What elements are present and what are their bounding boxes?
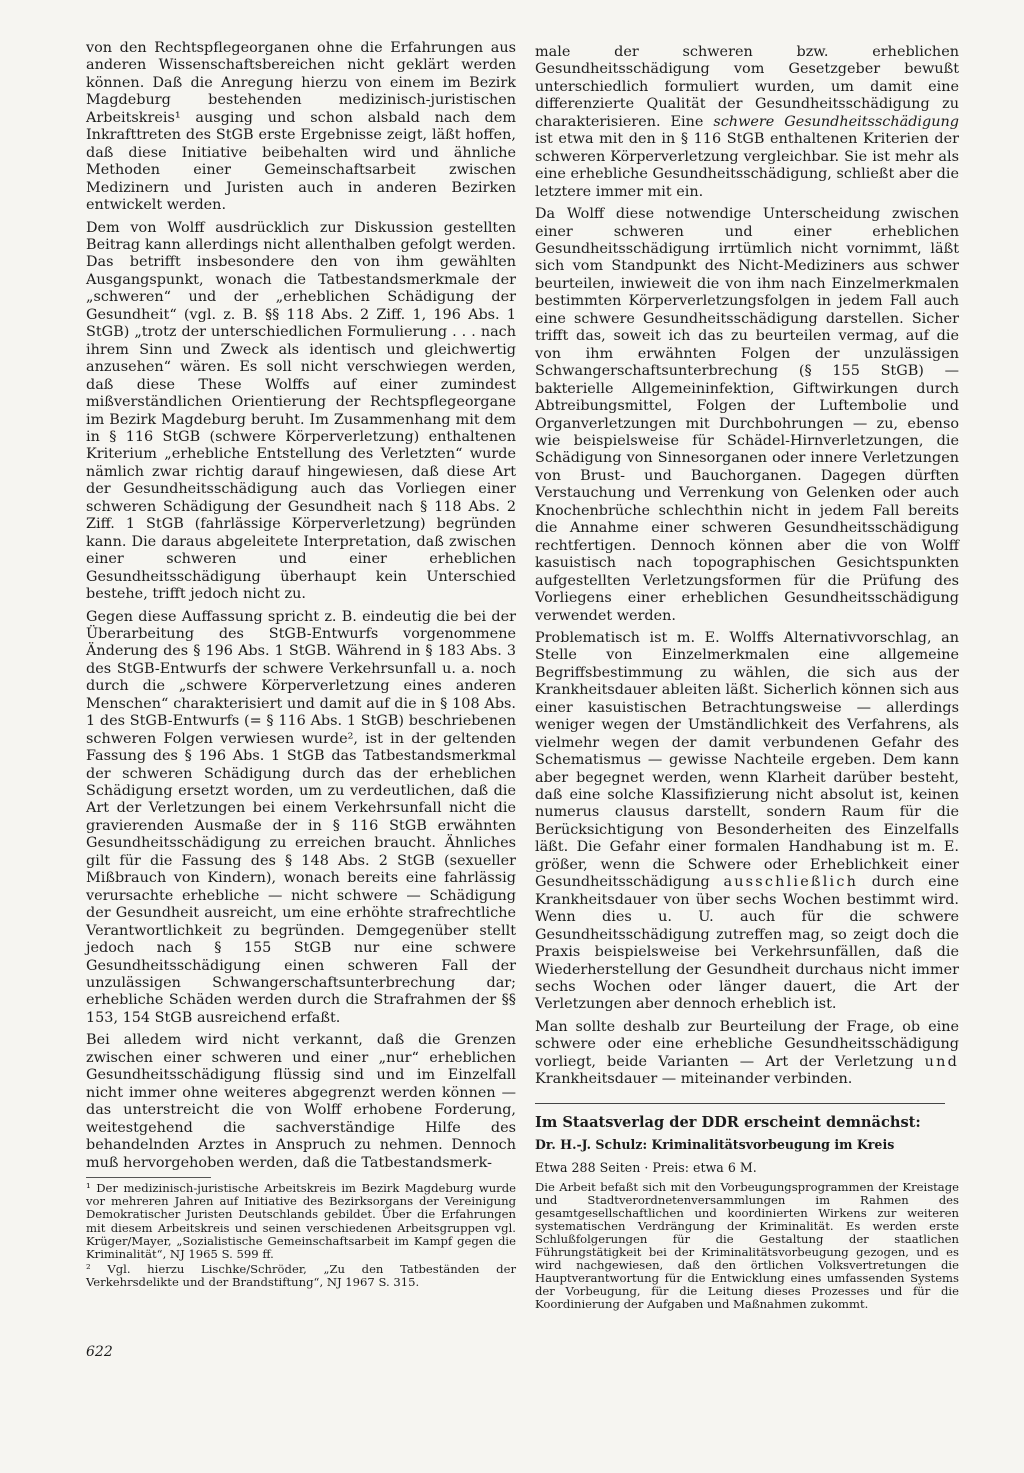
announcement-description: Die Arbeit befaßt sich mit den Vorbeugungsprogrammen der Kreistage und Stadtverordnetenversammlungen im Rahmen des gesamtgesellschaftlichen und koordinierten Wirkens zur weiteren systematischen Verdrängung der Kriminalität. Es werden erste Schlußfolgerungen für die Gestaltung der staatlichen Führungstätigkeit bei der Kriminalitätsvorbeugung gezogen, und es wird nachgewiesen, daß den örtlichen Volksvertretungen die Hauptverantwortung für die Entwicklung eines umfassenden Systems der Vorbeugung, für die Leitung dieses Prozesses und für die Koordinierung der Aufgaben und Maßnahmen zukommt. <box>535 1180 959 1312</box>
left-column <box>86 40 516 1292</box>
paragraph: Da Wolff diese notwendige Unterscheidung zwischen einer schweren und einer erheblichen Gesundheitsschädigung irrtümlich nicht vornimmt, läßt sich vom Standpunkt des Nicht-Mediziners aus schwer beurteilen, inwieweit die von ihm nach Einzelmerkmalen bestimmten Körperverletzungsfolgen in jedem Fall auch eine schwere Gesundheitsschädigung darstellen. Sicher trifft das, soweit ich das zu beurteilen vermag, auf die von ihm erwähnten Folgen der unzulässigen Schwangerschaftsunterbrechung (§ 155 StGB) — bakterielle Allgemeininfektion, Giftwirkungen durch Abtreibungsmittel, Folgen der Luftembolie und Organverletzungen mit Durchbohrungen — zu, ebenso wie beispielsweise für Schädel-Hirnverletzungen, die Schädigung von Sinnesorganen oder innere Verletzungen von Brust- und Bauchorganen. Dagegen dürften Verstauchung und Verrenkung von Gelenken oder auch Knochenbrüche schlechthin nicht in jedem Fall bereits die Annahme einer schweren Gesundheitsschädigung rechtfertigen. Dennoch können aber die von Wolff kasuistisch nach topographischen Gesichtspunkten aufgestellten Verletzungsformen für die Prüfung des Vorliegens einer erheblichen Gesundheitsschädigung verwendet werden. <box>535 206 959 624</box>
page-number: 622 <box>86 1344 113 1360</box>
text-run: Problematisch ist m. E. Wolffs Alternativvorschlag, an Stelle von Einzelmerkmalen eine allgemeine Begriffsbestimmung zu wählen, die sich aus der Krankheitsdauer ableiten läßt. Sicherlich können sich aus einer kasuistischen Betrachtungsweise — allerdings weniger wegen der Umständlichkeit des Verfahrens, als vielmehr wegen der damit verbundenen Gefahr des Schematismus — gewisse Nachteile ergeben. Dem kann aber begegnet werden, wenn Klarheit darüber besteht, daß eine solche Klassifizierung nicht absolut ist, keinen numerus clausus darstellt, sondern Raum für die Berücksichtigung von Besonderheiten des Einzelfalls läßt. Die Gefahr einer formalen Handhabung ist m. E. größer, wenn die Schwere oder Erheblichkeit einer Gesundheitsschädigung <box>535 629 959 891</box>
text-run: durch eine Krankheitsdauer von über sechs Wochen bestimmt wird. Wenn dies u. U. auch für die schwere Gesundheitsschädigung zutreffen mag, so zeigt doch die Praxis beispielsweise bei Verkehrsunfällen, daß die Wiederherstellung der Gesundheit durchaus nicht immer sechs Wochen oder länger dauert, die Art der Verletzungen aber dennoch erheblich ist. <box>535 874 959 1013</box>
paragraph <box>535 44 959 201</box>
announcement-title: Dr. H.-J. Schulz: Kriminalitätsvorbeugung im Kreis <box>535 1137 895 1153</box>
announcement-heading: Im Staatsverlag der DDR erscheint demnächst: <box>535 1113 921 1131</box>
footnote-1: ¹ Der medizinisch-juristische Arbeitskreis im Bezirk Magdeburg wurde vor mehreren Jahren auf Initiative des Bezirksorgans der Vereinigung Demokratischer Juristen Deutschlands gebildet. Über die Erfahrungen mit diesem Arbeitskreis und seinen verschiedenen Arbeitsgruppen vgl. Krüger/Mayer, „Sozialistische Gemeinschaftsarbeit im Kampf gegen die Kriminalität“, NJ 1965 S. 599 ff. <box>86 1181 516 1262</box>
text-run: male der schweren bzw. erheblichen Gesundheitsschädigung vom Gesetzgeber bewußt unterschiedlich formuliert wurden, um damit eine differenzierte Qualität der Gesundheitsschädigung zu charakterisieren. Eine <box>535 44 959 130</box>
text-run: Man sollte deshalb zur Beurteilung der Frage, ob eine schwere oder eine erhebliche Gesundheitsschädigung vorliegt, beide Varianten — Art der Verletzung <box>535 1018 959 1070</box>
spaced-emphasis: ausschließlich <box>723 874 859 891</box>
announcement-details: Etwa 288 Seiten · Preis: etwa 6 M. <box>535 1159 757 1175</box>
paragraph <box>535 1019 959 1089</box>
paragraph: Dem von Wolff ausdrücklich zur Diskussion gestellten Beitrag kann allerdings nicht allenthalben gefolgt werden. Das betrifft insbesondere den von ihm gewählten Ausgangspunkt, wonach die Tatbestandsmerkmale der „schweren“ und der „erheblichen Schädigung der Gesundheit“ (vgl. z. B. §§ 118 Abs. 2 Ziff. 1, 196 Abs. 1 StGB) „trotz der unterschiedlichen Formulierung . . . nach ihrem Sinn und Zweck als identisch und gleichwertig anzusehen“ wären. Es soll nicht verschwiegen werden, daß diese These Wolffs auf einer zumindest mißverständlichen Orientierung der Rechtspflegeorgane im Bezirk Magdeburg beruht. Im Zusammenhang mit dem in § 116 StGB (schwere Körperverletzung) enthaltenen Kriterium „erhebliche Entstellung des Verletzten“ wurde nämlich zwar richtig darauf hingewiesen, daß diese Art der Gesundheitsschädigung auch das Vorliegen einer schweren Schädigung der Gesundheit nach § 118 Abs. 2 Ziff. 1 StGB (fahrlässige Körperverletzung) begründen kann. Die daraus abgeleitete Interpretation, daß zwischen einer schweren und einer erheblichen Gesundheitsschädigung überhaupt kein Unterschied bestehe, trifft jedoch nicht zu. <box>86 219 516 603</box>
right-column <box>535 44 959 1316</box>
spaced-emphasis: und <box>924 1053 959 1070</box>
text-run: Krankheitsdauer — miteinander verbinden. <box>535 1071 853 1088</box>
paragraph: Gegen diese Auffassung spricht z. B. eindeutig die bei der Überarbeitung des StGB-Entwurfs vorgenommene Änderung des § 196 Abs. 1 StGB. Während in § 183 Abs. 3 des StGB-Entwurfs der schwere Verkehrsunfall u. a. noch durch die „schwere Körperverletzung eines anderen Menschen“ charakterisiert und damit auf die in § 108 Abs. 1 des StGB-Entwurfs (= § 116 Abs. 1 StGB) beschriebenen schweren Folgen verwiesen wurde², ist in der geltenden Fassung des § 196 Abs. 1 StGB das Tatbestandsmerkmal der schweren Schädigung durch das der erheblichen Schädigung ersetzt worden, um zu verdeutlichen, daß die Art der Verletzungen bei einem Verkehrsunfall nicht die gravierenden Ausmaße der in § 116 StGB erwähnten Gesundheitsschädigung zu erreichen braucht. Ähnliches gilt für die Fassung des § 148 Abs. 2 StGB (sexueller Mißbrauch von Kindern), wonach bereits eine fahrlässig verursachte erhebliche — nicht schwere — Schädigung der Gesundheit ausreicht, um eine erhöhte strafrechtliche Verantwortlichkeit zu begründen. Demgegenüber stellt jedoch nach § 155 StGB nur eine schwere Gesundheitsschädigung einen schweren Fall der unzulässigen Schwangerschaftsunterbrechung dar; erhebliche Schäden werden durch die Strafrahmen der §§ 153, 154 StGB ausreichend erfaßt. <box>86 608 516 1026</box>
footnotes <box>86 1177 516 1290</box>
footnote-2: ² Vgl. hierzu Lischke/Schröder, „Zu den Tatbeständen der Verkehrsdelikte und der Brandstiftung“, NJ 1967 S. 315. <box>86 1262 516 1290</box>
footnote-divider <box>86 1177 211 1178</box>
paragraph <box>535 630 959 1014</box>
section-divider <box>535 1103 945 1104</box>
text-run: ist etwa mit den in § 116 StGB enthaltenen Kriterien der schweren Körperverletzung vergleichbar. Sie ist mehr als eine erhebliche Gesundheitsschädigung, schließt aber die letztere immer mit ein. <box>535 131 959 200</box>
paragraph: Bei alledem wird nicht verkannt, daß die Grenzen zwischen einer schweren und einer „nur“ erheblichen Gesundheitsschädigung flüssig sind und im Einzelfall nicht immer ohne weiteres abgegrenzt werden können — das unterstreicht die von Wolff erhobene Forderung, weitestgehend die sachverständige Hilfe des behandelnden Arztes in Anspruch zu nehmen. Dennoch muß hervorgehoben werden, daß die Tatbestandsmerk- <box>86 1032 516 1171</box>
emphasis: schwere Gesundheitsschädigung <box>713 113 959 130</box>
paragraph: von den Rechtspflegeorganen ohne die Erfahrungen aus anderen Wissenschaftsbereichen nicht geklärt werden können. Daß die Anregung hierzu von einem im Bezirk Magdeburg bestehenden medizinisch-juristischen Arbeitskreis¹ ausging und schon alsbald nach dem Inkrafttreten des StGB erste Ergebnisse zeigt, läßt hoffen, daß diese Initiative beibehalten wird und ähnliche Methoden einer Gemeinschaftsarbeit zwischen Medizinern und Juristen auch in anderen Bezirken entwickelt werden. <box>86 40 516 214</box>
publisher-announcement <box>535 1114 959 1311</box>
